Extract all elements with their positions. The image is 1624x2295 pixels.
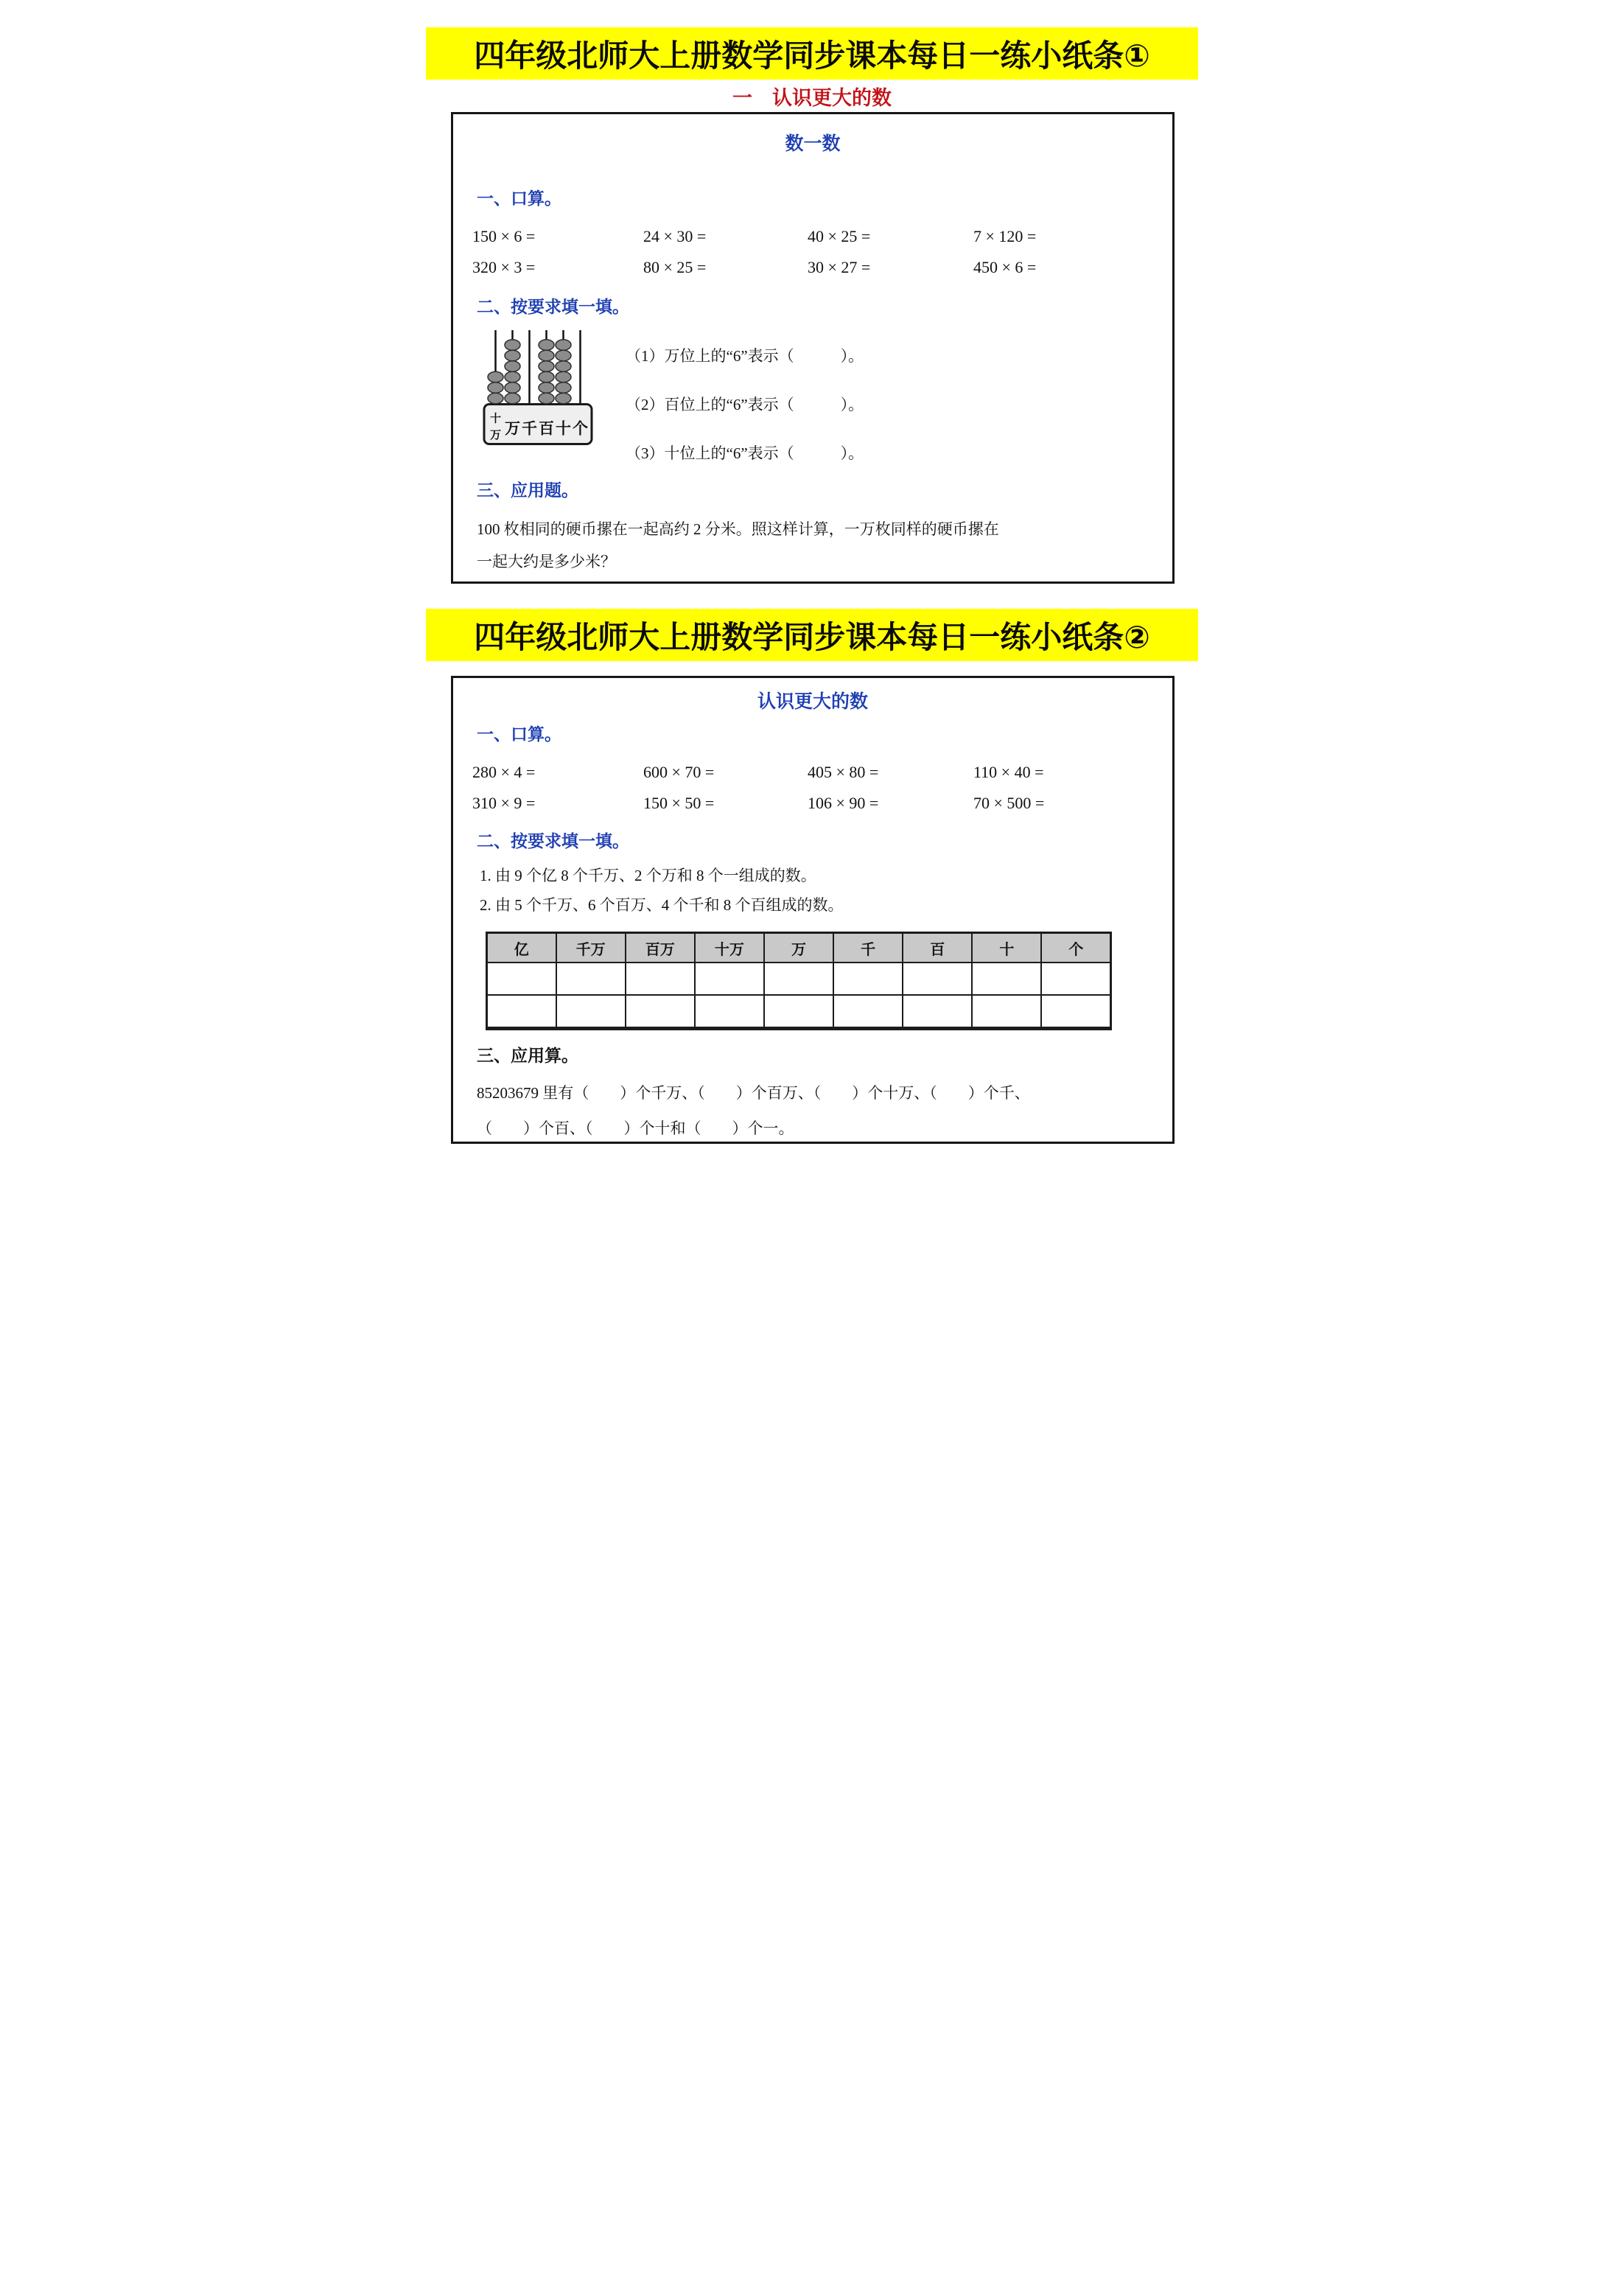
abacus-questions (626, 344, 864, 464)
table-header-cell: 十 (972, 933, 1041, 963)
math-problem: 600 × 70 = (643, 763, 715, 781)
table-header-cell: 亿 (487, 933, 556, 963)
section-1-heading: 一、口算。 (477, 724, 561, 744)
digit-count-line: （ ）个百、（ ）个十和（ ）个一。 (477, 1119, 794, 1137)
place-value-table (486, 932, 1112, 1030)
table-blank-cell (695, 963, 764, 995)
table-blank-cell (556, 963, 626, 995)
math-problem: 280 × 4 = (472, 763, 536, 781)
table-blank-cell (903, 963, 972, 995)
section-3-heading: 三、应用算。 (477, 1046, 578, 1065)
table-blank-cell (487, 995, 556, 1029)
math-problem: 110 × 40 = (973, 763, 1044, 781)
word-problem-line: 100 枚相同的硬币摞在一起高约 2 分米。照这样计算，一万枚同样的硬币摞在 (477, 520, 999, 538)
digit-count-line: 85203679 里有（ ）个千万、（ ）个百万、（ ）个十万、（ ）个千、 (477, 1084, 1030, 1102)
math-problem: 405 × 80 = (808, 763, 879, 781)
section-1-heading: 一、口算。 (477, 189, 561, 208)
abacus-question-row (483, 328, 1172, 464)
math-problem: 7 × 120 = (973, 227, 1037, 245)
section-3-heading: 三、应用题。 (477, 481, 578, 500)
math-problem: 450 × 6 = (973, 258, 1037, 276)
table-blank-cell (833, 963, 903, 995)
math-problem: 150 × 50 = (643, 794, 715, 812)
svg-text:个: 个 (573, 419, 588, 438)
section-2-heading: 二、按要求填一填。 (477, 831, 629, 850)
word-problem-line: 一起大约是多少米？ (477, 553, 616, 570)
math-problem: 30 × 27 = (808, 258, 871, 276)
fill-question: （2）百位上的“6”表示（ ）。 (626, 396, 864, 413)
table-blank-cell (1041, 995, 1110, 1029)
compose-number-item: 1. 由 9 个亿 8 个千万、2 个万和 8 个一组成的数。 (480, 867, 816, 884)
oral-math-grid-2 (472, 757, 1172, 819)
math-problem: 70 × 500 = (973, 794, 1045, 812)
fill-question: （3）十位上的“6”表示（ ）。 (626, 444, 864, 462)
worksheet-2-title-banner: 四年级北师大上册数学同步课本每日一练小纸条② (426, 609, 1198, 661)
math-problem: 80 × 25 = (643, 258, 707, 276)
fill-question: （1）万位上的“6”表示（ ）。 (626, 347, 864, 365)
table-row (487, 963, 1111, 995)
unit-subtitle: 一 认识更大的数 (732, 87, 892, 109)
value-table-body (487, 963, 1111, 1029)
svg-text:十: 十 (489, 413, 502, 425)
table-header-cell: 万 (764, 933, 833, 963)
section-2-heading: 二、按要求填一填。 (477, 297, 629, 316)
math-problem: 320 × 3 = (472, 258, 536, 276)
math-problem: 24 × 30 = (643, 227, 707, 245)
lesson-title-2: 认识更大的数 (757, 691, 868, 712)
compose-number-items (480, 861, 1172, 920)
math-problem: 106 × 90 = (808, 794, 879, 812)
table-blank-cell (764, 995, 833, 1029)
table-blank-cell (764, 963, 833, 995)
svg-text:百: 百 (539, 419, 554, 438)
table-blank-cell (1041, 963, 1110, 995)
svg-text:千: 千 (522, 419, 537, 438)
svg-text:十: 十 (556, 419, 571, 438)
table-blank-cell (626, 963, 695, 995)
word-problem (477, 513, 1149, 578)
table-header-cell: 十万 (695, 933, 764, 963)
table-blank-cell (833, 995, 903, 1029)
math-problem: 40 × 25 = (808, 227, 871, 245)
table-blank-cell (556, 995, 626, 1029)
math-problem: 150 × 6 = (472, 227, 536, 245)
table-header-cell: 千万 (556, 933, 626, 963)
table-header-cell: 百万 (626, 933, 695, 963)
oral-math-grid-1 (472, 221, 1172, 283)
table-blank-cell (972, 995, 1041, 1029)
worksheet-2-frame (451, 676, 1175, 1144)
lesson-title-1: 数一数 (785, 133, 841, 154)
digit-count-problem (477, 1075, 1149, 1146)
compose-number-item: 2. 由 5 个千万、6 个百万、4 个千和 8 个百组成的数。 (480, 896, 844, 914)
value-table-head-row (487, 933, 1111, 963)
table-blank-cell (487, 963, 556, 995)
table-row (487, 995, 1111, 1029)
worksheet-page (406, 0, 1218, 1148)
worksheet-1-frame (451, 112, 1175, 584)
table-header-cell: 千 (833, 933, 903, 963)
worksheet-1-title-banner: 四年级北师大上册数学同步课本每日一练小纸条① (426, 27, 1198, 80)
math-problem: 310 × 9 = (472, 794, 536, 812)
table-blank-cell (903, 995, 972, 1029)
svg-text:万: 万 (489, 430, 502, 441)
table-header-cell: 个 (1041, 933, 1110, 963)
svg-text:万: 万 (505, 419, 520, 438)
table-blank-cell (972, 963, 1041, 995)
table-header-cell: 百 (903, 933, 972, 963)
table-blank-cell (695, 995, 764, 1029)
table-blank-cell (626, 995, 695, 1029)
abacus-image (483, 328, 593, 446)
